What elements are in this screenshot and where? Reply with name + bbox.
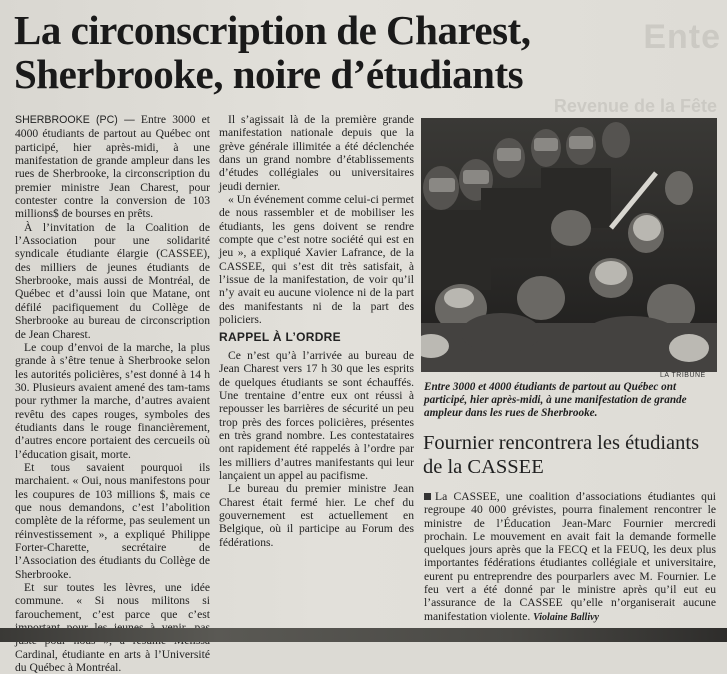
bleed-through-text-mid: Revenue de la Fête [553, 96, 717, 116]
article-paragraph-9: Le bureau du premier ministre Jean Charest était fermé hier. Le chef du gouvernement est actuellement en Belgique, où il participe au Forum des fédérations. [219, 482, 414, 549]
article-paragraph-2: À l’invitation de la Coalition de l’Association pour une solidarité syndicale étudiante élargie (CASSEE), des milliers de jeunes étudiants de Sherbrooke, mais aussi de Montréal, de Québec et d’aussi loin que Matane, ont défilé pacifiquement du Collège de Sherbrooke au bureau de circonscription de Jean Charest. [15, 220, 210, 341]
article-paragraph-4: Et tous savaient pourquoi ils marchaient. « Oui, nous manifestons pour les coupures de 103 millions $, mais ce que nous demandons, c’est l’abolition complète de la réforme, pas seulement un réinvestissement », a expliqué Philippe Forter-Charette, secrétaire de l’Association des étudiants du Collège de Sherbrooke. [15, 460, 210, 581]
photo-credit: LA TRIBUNE [660, 372, 706, 379]
bottom-edge-strip [0, 628, 727, 642]
article-paragraph-5: Et sur toutes les lèvres, une idée commune. « Si nous militons si farouchement, c’est parce que c’est Cardinal, étudiante en arts à l’Université du Québec à Montréal. [15, 581, 210, 674]
article-paragraph-3: Le coup d’envoi de la marche, la plus grande à s’être tenue à Sherbrooke selon les autorités policières, s’est donné à 14 h 30. Plusieurs avaient amené des tam-tams pour rythmer la marche, d’autres avaient revêtu des capes rouges, symboles des étudiants dans le rouge financièrement, d’autres encore portaient des cercueils où l’éducation gisait, morte. [15, 340, 210, 461]
protest-photo-illustration [421, 118, 717, 372]
photo-caption: Entre 3000 et 4000 étudiants de partout au Québec ont participé, hier après-midi, à une manifestation de grande ampleur dans les rues de Sherbrooke. [424, 381, 687, 419]
article-paragraph-7: « Un événement comme celui-ci permet de nous rassembler et de mobiliser les étudiants, les gens doivent se rendre compte que c’est notre société qui est en jeu », a expliqué Xavier Lafrance, de la CASSEE, qui s’est dit très satisfait, à l’issue de la manifestation, de voir qu’il n’y avait eu aucune violence ni de la part des manifestants ni de la part des policiers. [219, 193, 414, 327]
protest-photo [421, 118, 717, 372]
article-subhead: RAPPEL À L’ORDRE [219, 329, 341, 344]
sidebar-byline: Violaine Ballivy [533, 611, 599, 623]
article-paragraph-6: Il s’agissait là de la première grande manifestation nationale depuis que la grève générale illimitée a été déclenchée dans un grand nombre d’établissements d’études collégiales ou universitaires jeudi dernier. [219, 113, 414, 193]
square-bullet-icon [424, 493, 431, 500]
article-paragraph-1 [15, 113, 210, 221]
sidebar-body [424, 490, 716, 624]
article-column-2 [219, 113, 414, 549]
article-headline: La circonscription de Charest, Sherbrooke, noire d’étudiants [14, 7, 531, 97]
bleed-through-text-top: Ente [643, 18, 721, 56]
sidebar-headline: Fournier rencontrera les étudiants de la CASSEE [423, 432, 700, 478]
sidebar-body-text: La CASSEE, une coalition d’associations étudiantes qui regroupe 40 000 grévistes, pourra finalement rencontrer le ministre de l’Éducation Jean-Marc Fournier mercredi prochain. Le mouvement en avait fait la demande formelle quelques jours après que la FECQ et la FEUQ, les deux plus importantes fédérations étudiantes collégiale et universitaire, eurent pu entreprendre des pourparlers avec M. Fournier. Le feu vert a été donné par le ministre après qu’il eut eu l’assurance de la CASSEE qu’elle n’organiserait aucune manifestation violente. [424, 490, 716, 623]
dateline: SHERBROOKE (PC) — [15, 114, 135, 126]
paragraph-1-text: Entre 3000 et 4000 étudiants de partout au Québec ont participé, hier après-midi, à une manifestation de grande ampleur dans les rues de Sherbrooke, la circonscription du premier ministre Jean Charest, pour contester contre la conversion de 103 millions$ de bourses en prêts. [15, 113, 211, 221]
article-column-1 [15, 113, 210, 674]
article-paragraph-8: Ce n’est qu’à l’arrivée au bureau de Jean Charest vers 17 h 30 que les esprits de quelques étudiants se sont échauffés. Une trentaine d’entre eux ont réussi à repousser les barrières de sécurité un peu trop près des forces policières, présentes en très grand nombre. Les contestataires ont rapidement été rappelés à l’ordre par les milliers d’autres manifestants qui leur lançaient un appel au pacifisme. [219, 348, 414, 482]
